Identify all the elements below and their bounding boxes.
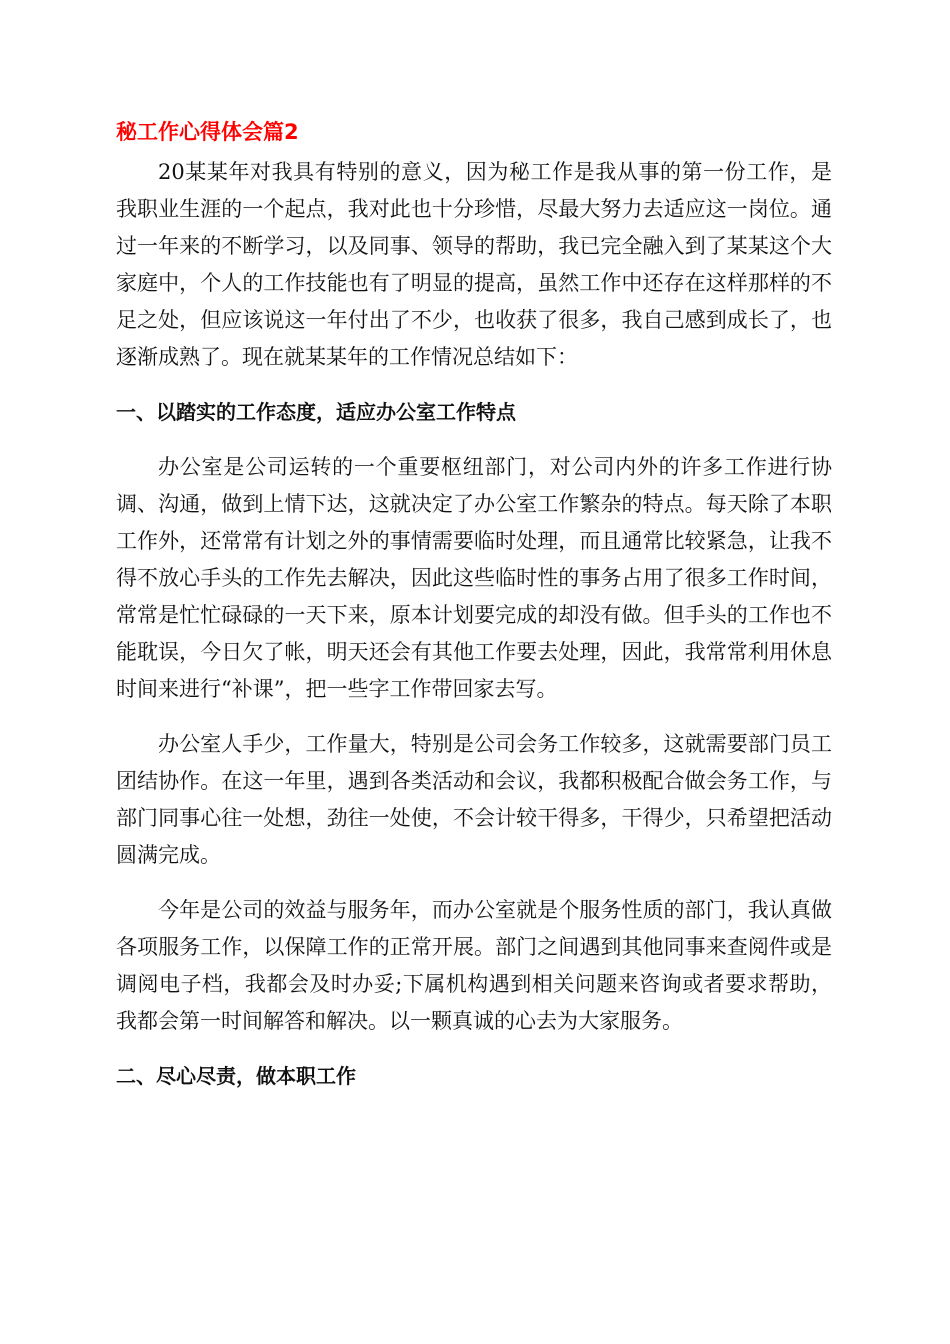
paragraph-service: 今年是公司的效益与服务年，而办公室就是个服务性质的部门，我认真做各项服务工作，以保障工作的正常开展。部门之间遇到其他同事来查阅件或是调阅电子档，我都会及时办妥;下属机构遇到相关问题来咨询或者要求帮助，我都会第一时间解答和解决。以一颗真诚的心去为大家服务。 (116, 898, 832, 1033)
section-heading-1: 一、以踏实的工作态度，适应办公室工作特点 (116, 400, 516, 424)
document-body (116, 154, 832, 1095)
paragraph-teamwork: 办公室人手少，工作量大，特别是公司会务工作较多，这就需要部门员工团结协作。在这一年里，遇到各类活动和会议，我都积极配合做会务工作，与部门同事心往一处想，劲往一处使，不会计较干得多，干得少，只希望把活动圆满完成。 (116, 732, 832, 867)
paragraph-intro: 20某某年对我具有特别的意义，因为秘工作是我从事的第一份工作，是我职业生涯的一个起点，我对此也十分珍惜，尽最大努力去适应这一岗位。通过一年来的不断学习，以及同事、领导的帮助，我已完全融入到了某某这个大家庭中，个人的工作技能也有了明显的提高，虽然工作中还存在这样那样的不足之处，但应该说这一年付出了不少，也收获了很多，我自己感到成长了，也逐渐成熟了。现在就某某年的工作情况总结如下： (116, 160, 832, 369)
document-title: 秘工作心得体会篇2 (116, 120, 299, 144)
paragraph-office-hub: 办公室是公司运转的一个重要枢纽部门，对公司内外的许多工作进行协调、沟通，做到上情下达，这就决定了办公室工作繁杂的特点。每天除了本职工作外，还常常有计划之外的事情需要临时处理，而且通常比较紧急，让我不得不放心手头的工作先去解决，因此这些临时性的事务占用了很多工作时间，常常是忙忙碌碌的一天下来，原本计划要完成的却没有做。但手头的工作也不能耽误，今日欠了帐，明天还会有其他工作要去处理，因此，我常常利用休息时间来进行“补课”，把一些字工作带回家去写。 (116, 455, 832, 701)
section-heading-2: 二、尽心尽责，做本职工作 (116, 1064, 356, 1088)
